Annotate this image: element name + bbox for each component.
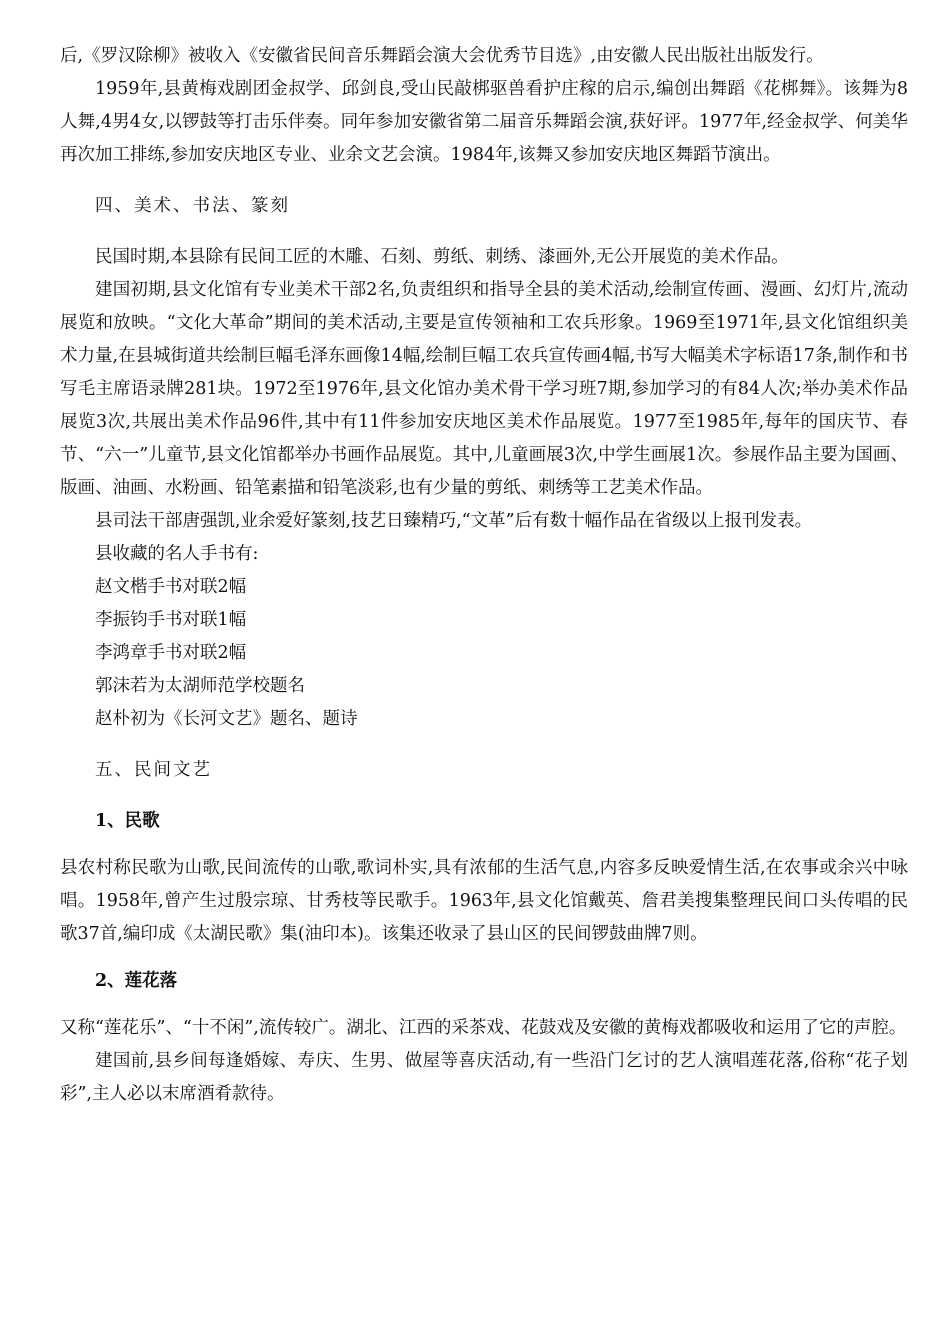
paragraph-lianhualuo-intro: 又称“莲花乐”、“十不闲”,流传较广。湖北、江西的采茶戏、花鼓戏及安徽的黄梅戏都吸收和运用了它的声腔。 bbox=[60, 1018, 907, 1038]
collection-item: 郭沫若为太湖师范学校题名 bbox=[95, 676, 305, 696]
paragraph-lianhualuo-history: 建国前,县乡间每逢婚嫁、寿庆、生男、做屋等喜庆活动,有一些沿门乞讨的艺人演唱莲花落,俗称“花子划彩”,主人必以末席酒肴款待。 bbox=[60, 1051, 908, 1104]
collection-item: 李鸿章手书对联2幅 bbox=[95, 643, 247, 663]
collection-intro: 县收藏的名人手书有: bbox=[95, 544, 259, 564]
collection-item: 赵朴初为《长河文艺》题名、题诗 bbox=[95, 709, 358, 729]
paragraph-folk-songs: 县农村称民歌为山歌,民间流传的山歌,歌词朴实,具有浓郁的生活气息,内容多反映爱情生活,在农事或余兴中咏唱。1958年,曾产生过殷宗琼、甘秀枝等民歌手。1963年,县文化馆戴英、詹君美搜集整理民间口头传唱的民歌37首,编印成《太湖民歌》集(油印本)。该集还收录了县山区的民间锣鼓曲牌7则。 bbox=[60, 858, 908, 944]
paragraph-seal-carving: 县司法干部唐强凯,业余爱好篆刻,技艺日臻精巧,“文革”后有数十幅作品在省级以上报刊发表。 bbox=[95, 511, 813, 531]
paragraph-early-prc: 建国初期,县文化馆有专业美术干部2名,负责组织和指导全县的美术活动,绘制宣传画、漫画、幻灯片,流动展览和放映。“文化大革命”期间的美术活动,主要是宣传领袖和工农兵形象。1969至1971年,县文化馆组织美术力量,在县城街道共绘制巨幅毛泽东画像14幅,绘制巨幅工农兵宣传画4幅,书写大幅美术字标语17条,制作和书写毛主席语录牌281块。1972至1976年,县文化馆办美术骨干学习班7期,参加学习的有84人次;举办美术作品展览3次,共展出美术作品96件,其中有11件参加安庆地区美术作品展览。1977至1985年,每年的国庆节、春节、“六一”儿童节,县文化馆都举办书画作品展览。其中,儿童画展3次,中学生画展1次。参展作品主要为国画、版画、油画、水粉画、铅笔素描和铅笔淡彩,也有少量的剪纸、刺绣等工艺美术作品。 bbox=[60, 280, 908, 498]
collection-item: 赵文楷手书对联2幅 bbox=[95, 577, 247, 597]
subsection-heading-folk-songs: 1、民歌 bbox=[95, 811, 160, 831]
collection-item: 李振钧手书对联1幅 bbox=[95, 610, 247, 630]
paragraph-republic-era: 民国时期,本县除有民间工匠的木雕、石刻、剪纸、刺绣、漆画外,无公开展览的美术作品。 bbox=[95, 247, 789, 267]
subsection-heading-lianhualuo: 2、莲花落 bbox=[95, 971, 178, 991]
paragraph-continuation: 后,《罗汉除柳》被收入《安徽省民间音乐舞蹈会演大会优秀节目选》,由安徽人民出版社出版发行。 bbox=[60, 46, 824, 66]
document-page bbox=[60, 40, 908, 1111]
section-heading-folk-arts: 五、民间文艺 bbox=[95, 760, 212, 780]
paragraph-huabang-dance: 1959年,县黄梅戏剧团金叔学、邱剑良,受山民敲梆驱兽看护庄稼的启示,编创出舞蹈《花梆舞》。该舞为8人舞,4男4女,以锣鼓等打击乐伴奏。同年参加安徽省第二届音乐舞蹈会演,获好评。1977年,经金叔学、何美华再次加工排练,参加安庆地区专业、业余文艺会演。1984年,该舞又参加安庆地区舞蹈节演出。 bbox=[60, 79, 908, 165]
section-heading-fine-arts: 四、美术、书法、篆刻 bbox=[95, 196, 290, 216]
